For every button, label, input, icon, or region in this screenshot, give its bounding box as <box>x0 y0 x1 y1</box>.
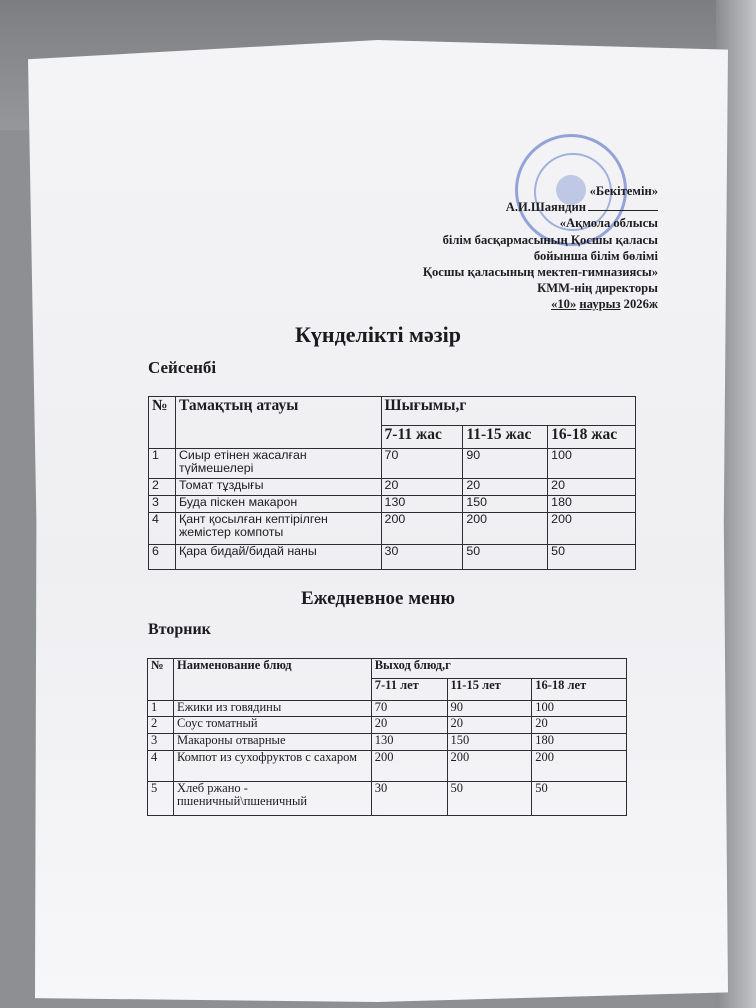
kz-day: Сейсенбі <box>148 358 217 377</box>
row-age3: 100 <box>548 449 636 479</box>
row-age2: 150 <box>447 734 532 751</box>
row-name: Қант қосылған кептірілген жемістер компоты <box>175 513 381 545</box>
kz-header-age1: 7-11 жас <box>381 426 463 449</box>
row-age3: 50 <box>548 545 636 570</box>
row-age1: 30 <box>381 545 463 570</box>
approval-block <box>423 183 658 313</box>
approval-signer <box>423 199 658 215</box>
row-age2: 20 <box>447 717 532 734</box>
table-row <box>148 751 627 782</box>
ru-header-yield: Выход блюд,г <box>371 659 626 679</box>
ru-day: Вторник <box>148 621 211 638</box>
table-row <box>148 734 627 751</box>
table-row <box>149 496 636 513</box>
row-age2: 50 <box>447 782 532 816</box>
row-age3: 20 <box>548 479 636 496</box>
table-row <box>148 717 627 734</box>
row-age3: 50 <box>532 782 627 816</box>
row-age2: 150 <box>463 496 548 513</box>
row-age2: 200 <box>447 751 532 782</box>
approval-line-2: білім басқармасының Қосшы қаласы <box>442 232 658 247</box>
approval-line-3: бойынша білім бөлімі <box>533 248 658 263</box>
approval-line-5: КММ-нің директоры <box>537 281 658 296</box>
ru-header-name: Наименование блюд <box>173 659 371 701</box>
row-no: 1 <box>148 701 174 717</box>
row-no: 3 <box>149 496 176 513</box>
row-name: Томат тұздығы <box>175 479 381 496</box>
table-row <box>149 513 636 545</box>
row-age1: 200 <box>381 513 463 545</box>
row-age1: 130 <box>381 496 463 513</box>
row-age1: 200 <box>371 751 447 782</box>
row-name: Буда піскен макарон <box>175 496 381 513</box>
row-age1: 130 <box>371 734 447 751</box>
row-age1: 20 <box>371 717 447 734</box>
kz-menu-table <box>148 396 636 570</box>
kz-header-no: № <box>149 397 176 449</box>
signer-name: А.И.Шаяндин <box>505 200 586 215</box>
row-name: Қара бидай/бидай наны <box>175 545 381 570</box>
row-age2: 90 <box>463 449 548 479</box>
row-name: Макароны отварные <box>173 734 371 751</box>
date-day: «10» <box>551 297 577 312</box>
row-name: Хлеб ржано - пшеничный\пшеничный <box>173 782 371 816</box>
row-no: 4 <box>148 751 174 782</box>
row-age1: 20 <box>381 479 463 496</box>
ru-header-age3: 16-18 лет <box>532 679 627 701</box>
row-no: 5 <box>148 782 174 816</box>
kz-title: Күнделікті мәзір <box>294 322 461 347</box>
row-age3: 20 <box>532 717 627 734</box>
date-year: 2026ж <box>623 297 658 312</box>
signature-line <box>588 210 658 211</box>
row-age1: 30 <box>371 782 447 816</box>
row-no: 2 <box>148 717 174 734</box>
ru-title: Ежедневное меню <box>300 588 456 609</box>
row-age2: 200 <box>463 513 548 545</box>
row-no: 1 <box>149 449 176 479</box>
kz-header-age2: 11-15 жас <box>463 426 548 449</box>
kz-header-yield: Шығымы,г <box>381 397 635 426</box>
row-name: Соус томатный <box>173 717 371 734</box>
row-no: 6 <box>149 545 176 570</box>
row-name: Сиыр етінен жасалған түймешелері <box>175 449 381 479</box>
ru-menu-table <box>147 658 627 816</box>
row-age2: 50 <box>463 545 548 570</box>
table-row <box>149 479 636 496</box>
ru-header-no: № <box>148 659 174 701</box>
ru-header-age1: 7-11 лет <box>371 679 447 701</box>
row-no: 2 <box>149 479 176 496</box>
row-name: Ежики из говядины <box>173 701 371 717</box>
row-age3: 200 <box>532 751 627 782</box>
row-no: 3 <box>148 734 174 751</box>
row-age2: 90 <box>447 701 532 717</box>
row-age1: 70 <box>381 449 463 479</box>
date-month: наурыз <box>579 297 621 312</box>
approval-heading: «Бекітемін» <box>589 184 658 198</box>
approval-date <box>423 296 658 312</box>
kz-header-age3: 16-18 жас <box>548 426 636 449</box>
table-row <box>148 782 627 816</box>
ru-header-age2: 11-15 лет <box>447 679 532 701</box>
approval-line-4: Қосшы қаласының мектеп-гимназиясы» <box>422 265 658 280</box>
row-no: 4 <box>149 513 176 545</box>
table-row <box>148 701 627 717</box>
row-name: Компот из сухофруктов с сахаром <box>173 751 371 782</box>
row-age2: 20 <box>463 479 548 496</box>
row-age3: 180 <box>548 496 636 513</box>
row-age3: 180 <box>532 734 627 751</box>
approval-line-1: «Ақмола облысы <box>559 216 658 231</box>
row-age1: 70 <box>371 701 447 717</box>
table-row <box>149 449 636 479</box>
table-row <box>149 545 636 570</box>
kz-header-name: Тамақтың атауы <box>175 397 381 449</box>
row-age3: 100 <box>532 701 627 717</box>
row-age3: 200 <box>548 513 636 545</box>
